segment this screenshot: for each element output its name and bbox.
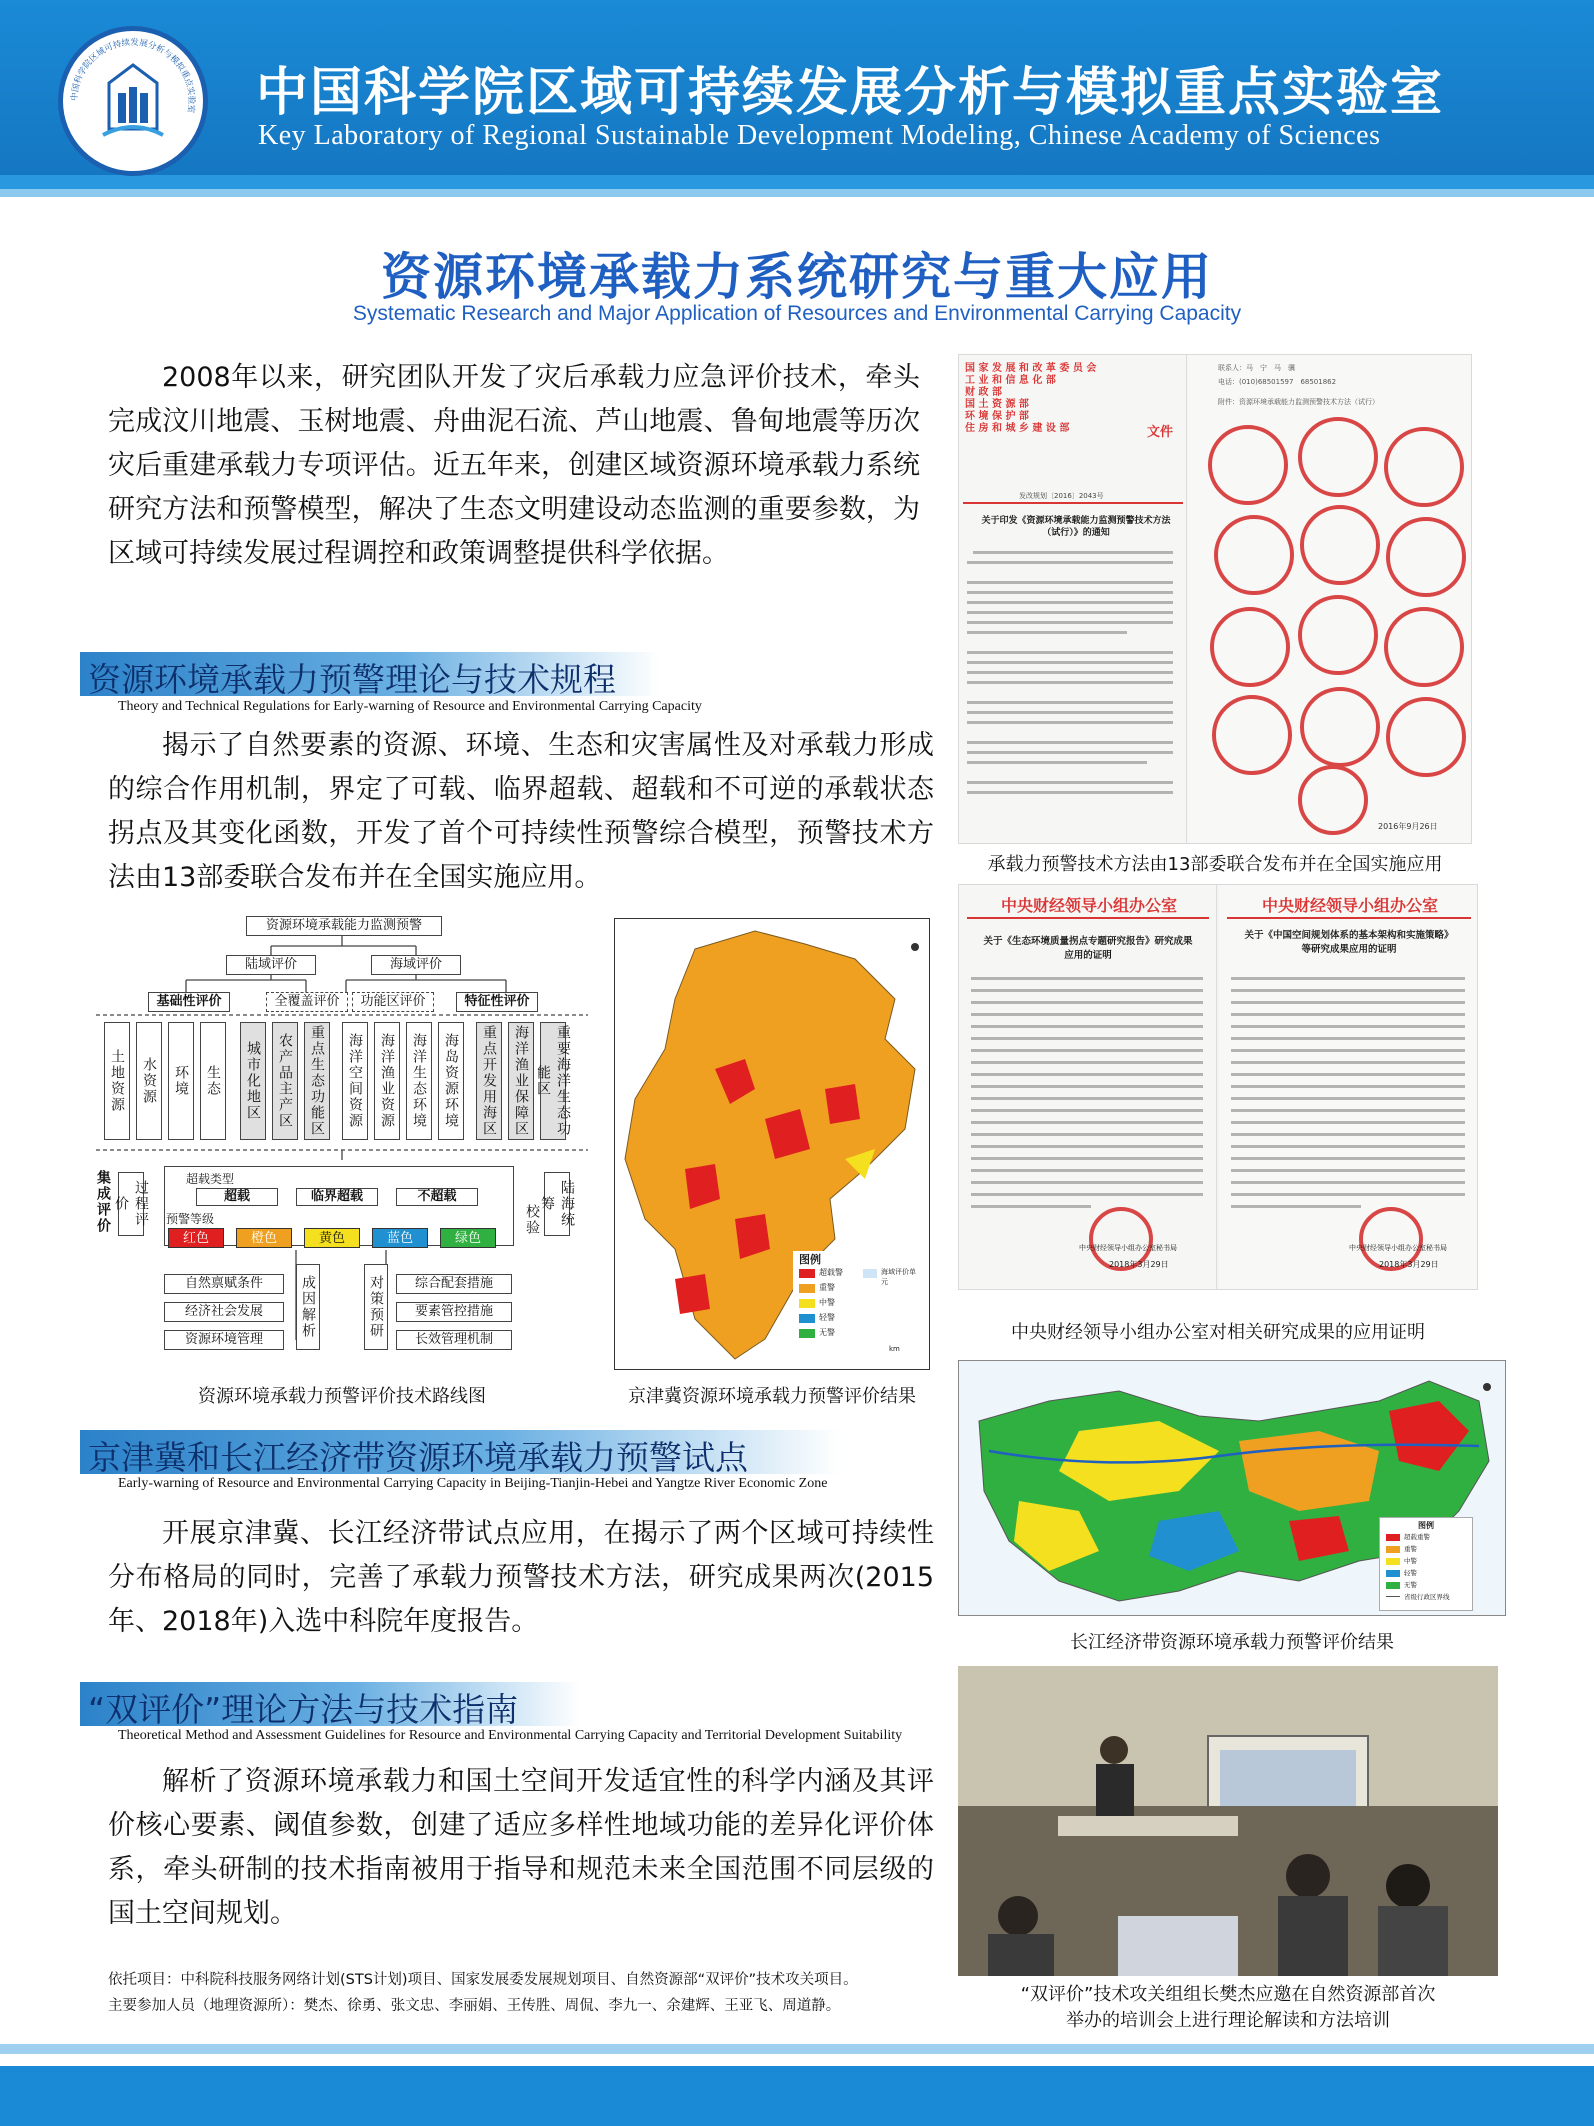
doc2-text-line [1231, 1157, 1465, 1160]
fc-col: 城市化地区 [240, 1022, 266, 1140]
doc2-office-right: 中央财经领导小组办公室 [1261, 896, 1438, 915]
doc2-text-line [1231, 1133, 1465, 1136]
yangtze-legend-item: 中警 [1404, 1557, 1417, 1565]
jjj-legend-scale: km [889, 1345, 900, 1353]
yangtze-legend-extra: 省级行政区界线 [1404, 1593, 1450, 1601]
doc1-doc-word: 文件 [1147, 425, 1174, 440]
doc1-header-line: 国 土 资 源 部 [965, 399, 1029, 410]
doc2-red-rule [967, 917, 1209, 919]
doc2-text-line [1231, 1145, 1465, 1148]
doc1-text-line [967, 581, 1173, 584]
fc-measure: 要素管控措施 [396, 1302, 512, 1322]
jjj-map [614, 918, 930, 1370]
fc-critical: 临界超载 [296, 1188, 378, 1206]
doc2-text-line [971, 1037, 1203, 1040]
training-photo [958, 1666, 1498, 1976]
doc1-text-line [967, 791, 1173, 794]
intro-paragraph: 2008年以来，研究团队开发了灾后承载力应急评价技术，牵头完成汶川地震、玉树地震、舟曲泥石流、芦山地震、鲁甸地震等历次灾后重建承载力专项评估。近五年来，创建区域资源环境承载力系统研究方法和预警模型，解决了生态文明建设动态监测的重要参数，为区域可持续发展过程调控和政策调整提供科学依据。 [108, 362, 920, 569]
doc2-text-line [971, 1133, 1203, 1136]
legend-swatch-red [1386, 1534, 1400, 1541]
footer-band-light [0, 2044, 1594, 2054]
doc1-date: 2016年9月26日 [1378, 822, 1438, 831]
fc-level-blue: 蓝色 [372, 1228, 428, 1248]
photo-caption-line1: “双评价”技术攻关组组长樊杰应邀在自然资源部首次 [1020, 1984, 1436, 2005]
flowchart-caption: 资源环境承载力预警评价技术路线图 [198, 1386, 486, 1407]
jjj-legend-item: 中警 [819, 1298, 835, 1307]
doc2-text-line [1231, 1193, 1465, 1196]
fc-process: 过程评价 [118, 1172, 144, 1236]
jjj-legend-title: 图例 [799, 1253, 821, 1266]
fc-col: 海洋渔业保障区 [508, 1022, 534, 1140]
lab-logo [58, 26, 208, 176]
doc1-text-line [967, 661, 1173, 664]
doc2-sign-right: 中央财经领导小组办公室秘书局 [1349, 1244, 1447, 1252]
yangtze-map-caption: 长江经济带资源环境承载力预警评价结果 [1070, 1632, 1394, 1653]
doc2-page-left [959, 885, 1217, 1290]
section-2-title: 京津冀和长江经济带资源环境承载力预警试点 [88, 1438, 748, 1477]
doc1-stamp [1210, 607, 1290, 687]
doc1-text-line [973, 551, 1173, 554]
doc1-text-line [967, 671, 1173, 674]
doc1-stamp [1386, 517, 1466, 597]
doc1-text-line [967, 601, 1173, 604]
fc-measure: 综合配套措施 [396, 1274, 512, 1294]
yangtze-legend-item: 轻警 [1404, 1569, 1417, 1577]
doc2-text-line [971, 1073, 1203, 1076]
doc2-sign-left: 中央财经领导小组办公室秘书局 [1079, 1244, 1177, 1252]
doc2-text-line [1231, 989, 1465, 992]
doc2-text-line [971, 1061, 1203, 1064]
doc2-text-line [971, 1049, 1203, 1052]
section-1-title-en: Theory and Technical Regulations for Early-warning of Resource and Environmental Carrying Capacity [118, 699, 702, 714]
doc1-stamp [1208, 425, 1288, 505]
fc-cause: 自然禀赋条件 [164, 1274, 284, 1294]
header-stripe [0, 175, 1594, 189]
footer-band [0, 2066, 1594, 2126]
footer-members: 主要参加人员（地理资源所）：樊杰、徐勇、张文忠、李丽娟、王传胜、周侃、李九一、余建辉、王亚飞、周道静。 [108, 1998, 841, 2014]
fc-level-red: 红色 [168, 1228, 224, 1248]
doc1-text-line [967, 631, 1127, 634]
fc-policy: 对策预研 [364, 1264, 388, 1350]
fc-col: 海洋空间资源 [342, 1022, 368, 1140]
doc1-text-line [967, 681, 1173, 684]
fc-integrated: 集成评价 [95, 1170, 111, 1234]
doc1-panel [958, 354, 1472, 844]
doc2-text-line [1231, 1181, 1465, 1184]
fc-level-orange: 橙色 [236, 1228, 292, 1248]
doc1-text-line [967, 651, 1173, 654]
fc-col: 重点生态功能区 [304, 1022, 330, 1140]
fc-special: 特征性评价 [456, 992, 538, 1012]
fc-col: 土地资源 [104, 1022, 130, 1140]
fc-warning-level: 预警等级 [166, 1212, 215, 1226]
legend-swatch-red [799, 1269, 815, 1278]
doc2-red-rule [1227, 917, 1471, 919]
yangtze-legend-title: 图例 [1418, 1521, 1434, 1530]
doc1-text-line [967, 561, 1173, 564]
jjj-legend [793, 1251, 923, 1363]
yangtze-legend-item: 重警 [1404, 1545, 1417, 1553]
doc1-header-line: 国 家 发 展 和 改 革 委 员 会 [965, 363, 1097, 374]
photo-caption [958, 1982, 1498, 2034]
doc1-text-line [967, 781, 1173, 784]
fc-func: 功能区评价 [352, 992, 434, 1012]
svg-text:中国科学院区域可持续发展分析与模拟重点实验室: 中国科学院区域可持续发展分析与模拟重点实验室 [69, 37, 197, 114]
doc1-stamp [1214, 515, 1294, 595]
doc2-text-line [971, 1085, 1203, 1088]
yangtze-map [958, 1360, 1506, 1616]
doc2-text-line [1231, 1085, 1465, 1088]
doc2-text-line [1231, 1073, 1465, 1076]
doc1-stamp [1384, 607, 1464, 687]
doc1-text-line [967, 621, 1173, 624]
doc1-stamp [1300, 687, 1380, 767]
section-3-title-en: Theoretical Method and Assessment Guidelines for Resource and Environmental Carrying Capacity and Territorial Development Suitability [118, 1728, 903, 1743]
doc2-text-line [1231, 1013, 1465, 1016]
doc1-red-rule [963, 502, 1183, 504]
doc1-contact: 联系人：马 宁 马 骥 [1218, 364, 1295, 372]
fc-level-green: 绿色 [440, 1228, 496, 1248]
doc2-date-left: 2018年3月29日 [1109, 1260, 1169, 1269]
doc2-text-line [971, 977, 1203, 980]
doc2-text-line [1231, 977, 1465, 980]
doc1-text-line [967, 611, 1173, 614]
doc2-text-line [971, 1193, 1203, 1196]
section-2-body: 开展京津冀、长江经济带试点应用，在揭示了两个区域可持续性分布格局的同时，完善了承载力预警技术方法，研究成果两次(2015年、2018年)入选中科院年度报告。 [108, 1518, 934, 1637]
fc-col: 重要海洋生态功能区 [540, 1022, 566, 1140]
yangtze-legend-item: 超载重警 [1404, 1533, 1430, 1541]
fc-col: 海洋渔业资源 [374, 1022, 400, 1140]
legend-swatch-orange [1386, 1546, 1400, 1553]
jjj-legend-item: 超载警 [819, 1268, 843, 1277]
doc2-text-line [1231, 1109, 1465, 1112]
doc2-title-right: 关于《中国空间规划体系的基本架构和实施策略》等研究成果应用的证明 [1244, 930, 1454, 955]
fc-cause: 资源环境管理 [164, 1330, 284, 1350]
doc1-text-line [967, 591, 1173, 594]
yangtze-legend-item: 无警 [1404, 1581, 1417, 1589]
fc-full: 全覆盖评价 [266, 992, 348, 1012]
doc2-office-left: 中央财经领导小组办公室 [1000, 896, 1177, 915]
jjj-legend-item: 轻警 [819, 1313, 835, 1322]
doc2-text-line [1231, 1097, 1465, 1100]
fc-cause: 经济社会发展 [164, 1302, 284, 1322]
doc2-text-line [1231, 1037, 1465, 1040]
doc2-text-line [971, 1025, 1203, 1028]
fc-not-overload: 不超载 [396, 1188, 478, 1206]
fc-land: 陆域评价 [226, 955, 316, 975]
fc-overload: 超载 [196, 1188, 278, 1206]
legend-swatch-boundary [1386, 1596, 1400, 1597]
page-subtitle: Systematic Research and Major Application of Resources and Environmental Carrying Capacity [352, 302, 1242, 325]
doc1-text-line [967, 741, 1173, 744]
doc2-text-line [1231, 1001, 1465, 1004]
doc1-text-line [967, 721, 1173, 724]
fc-col: 生态 [200, 1022, 226, 1140]
doc2-text-line [971, 989, 1203, 992]
doc2-text-line [971, 1121, 1203, 1124]
legend-swatch-green [1386, 1582, 1400, 1589]
fc-basic: 基础性评价 [148, 992, 230, 1012]
doc2-text-line [971, 1205, 1091, 1208]
jjj-legend-item: 无警 [819, 1328, 835, 1337]
doc1-text-line [967, 711, 1173, 714]
section-1-body: 揭示了自然要素的资源、环境、生态和灾害属性及对承载力形成的综合作用机制，界定了可载、临界超载、超载和不可逆的承载状态拐点及其变化函数，开发了首个可持续性预警综合模型，预警技术方法由13部委联合发布并在全国实施应用。 [108, 730, 934, 893]
fc-col: 环境 [168, 1022, 194, 1140]
fc-verify: 校验 [524, 1204, 540, 1236]
jjj-legend-item: 重警 [819, 1283, 835, 1292]
page-title: 资源环境承载力系统研究与重大应用 [381, 248, 1213, 306]
doc2-text-line [971, 1169, 1203, 1172]
fc-level-yellow: 黄色 [304, 1228, 360, 1248]
fc-col: 农产品主产区 [272, 1022, 298, 1140]
section-3-body: 解析了资源环境承载力和国土空间开发适宜性的科学内涵及其评价核心要素、阈值参数，创建了适应多样性地域功能的差异化评价体系，牵头研制的技术指南被用于指导和规范未来全国范围不同层级的国土空间规划。 [108, 1766, 934, 1929]
fc-col: 水资源 [136, 1022, 162, 1140]
legend-swatch-yellow [799, 1299, 815, 1308]
doc1-title: 关于印发《资源环境承载能力监测预警技术方法（试行）》的通知 [981, 516, 1171, 538]
doc2-text-line [1231, 1169, 1465, 1172]
fc-cause-analysis: 成因解析 [296, 1264, 320, 1350]
jjj-legend-extra: 海域评价单元 [881, 1268, 916, 1286]
legend-swatch-yellow [1386, 1558, 1400, 1565]
legend-swatch-blue [799, 1314, 815, 1323]
doc1-page-right [1188, 355, 1472, 844]
doc1-stamp [1298, 765, 1368, 835]
yangtze-legend [1379, 1517, 1473, 1611]
doc2-text-line [971, 1145, 1203, 1148]
fc-sea: 海域评价 [371, 955, 461, 975]
doc1-stamp [1212, 695, 1292, 775]
doc2-text-line [1231, 1205, 1361, 1208]
doc1-header-line: 财 政 部 [965, 387, 1002, 398]
doc2-text-line [971, 1097, 1203, 1100]
fc-col: 海岛资源环境 [438, 1022, 464, 1140]
doc2-page-right [1219, 885, 1478, 1290]
doc2-text-line [1231, 1049, 1465, 1052]
doc2-text-line [1231, 1025, 1465, 1028]
header-title-en: Key Laboratory of Regional Sustainable Development Modeling, Chinese Academy of Sciences [258, 120, 1381, 151]
flowchart [96, 910, 588, 1370]
doc1-header-line: 环 境 保 护 部 [965, 411, 1029, 422]
doc1-text-line [967, 761, 1147, 764]
doc1-text-line [967, 751, 1173, 754]
doc1-doc-no: 发改规划〔2016〕2043号 [1019, 492, 1104, 500]
doc1-text-line [967, 701, 1173, 704]
doc2-text-line [971, 1109, 1203, 1112]
doc1-stamp [1298, 595, 1378, 675]
fc-col: 海洋生态环境 [406, 1022, 432, 1140]
doc2-text-line [971, 1013, 1203, 1016]
section-2-title-en: Early-warning of Resource and Environmental Carrying Capacity in Beijing-Tianjin-Hebei and Yangtze River Economic Zone [118, 1476, 828, 1491]
doc2-title-left: 关于《生态环境质量拐点专题研究报告》研究成果应用的证明 [983, 936, 1193, 961]
section-3-title: “双评价”理论方法与技术指南 [88, 1690, 519, 1729]
doc1-header-line: 住 房 和 城 乡 建 设 部 [965, 423, 1070, 434]
legend-swatch-blue [1386, 1570, 1400, 1577]
doc1-stamp [1386, 697, 1466, 777]
header-title-cn: 中国科学院区域可持续发展分析与模拟重点实验室 [256, 63, 1445, 123]
doc2-text-line [971, 1181, 1203, 1184]
footer-projects: 依托项目：中科院科技服务网络计划(STS计划)项目、国家发展委发展规划项目、自然资源部“双评价”技术攻关项目。 [108, 1972, 858, 1988]
doc1-page-left [959, 355, 1187, 844]
header-stripe-light [0, 189, 1594, 197]
doc1-stamp [1298, 417, 1378, 497]
doc2-panel [958, 884, 1478, 1290]
doc1-caption: 承载力预警技术方法由13部委联合发布并在全国实施应用 [987, 854, 1443, 875]
fc-overload-type: 超载类型 [186, 1172, 235, 1186]
doc2-date-right: 2018年3月29日 [1379, 1260, 1439, 1269]
jjj-map-caption: 京津冀资源环境承载力预警评价结果 [628, 1386, 916, 1407]
photo-caption-line2: 举办的培训会上进行理论解读和方法培训 [1066, 2010, 1390, 2031]
doc2-text-line [971, 1001, 1203, 1004]
fc-land-sea: 陆海统筹 [544, 1172, 570, 1236]
section-1-title: 资源环境承载力预警理论与技术规程 [88, 660, 616, 699]
doc2-text-line [971, 1157, 1203, 1160]
doc1-attach: 附件：资源环境承载能力监测预警技术方法（试行） [1218, 398, 1379, 406]
fc-col: 重点开发用海区 [476, 1022, 502, 1140]
doc1-header-line: 工 业 和 信 息 化 部 [965, 375, 1056, 386]
doc2-text-line [1231, 1121, 1465, 1124]
legend-swatch-sea [863, 1269, 877, 1278]
doc1-phone: 电话：(010)68501597 68501862 [1218, 378, 1337, 386]
doc1-stamp [1300, 505, 1380, 585]
doc2-text-line [1231, 1061, 1465, 1064]
fc-measure: 长效管理机制 [396, 1330, 512, 1350]
fc-top: 资源环境承载能力监测预警 [246, 916, 442, 936]
legend-swatch-orange [799, 1284, 815, 1293]
legend-swatch-green [799, 1329, 815, 1338]
doc1-stamp [1384, 427, 1464, 507]
doc2-caption: 中央财经领导小组办公室对相关研究成果的应用证明 [1011, 1322, 1425, 1343]
